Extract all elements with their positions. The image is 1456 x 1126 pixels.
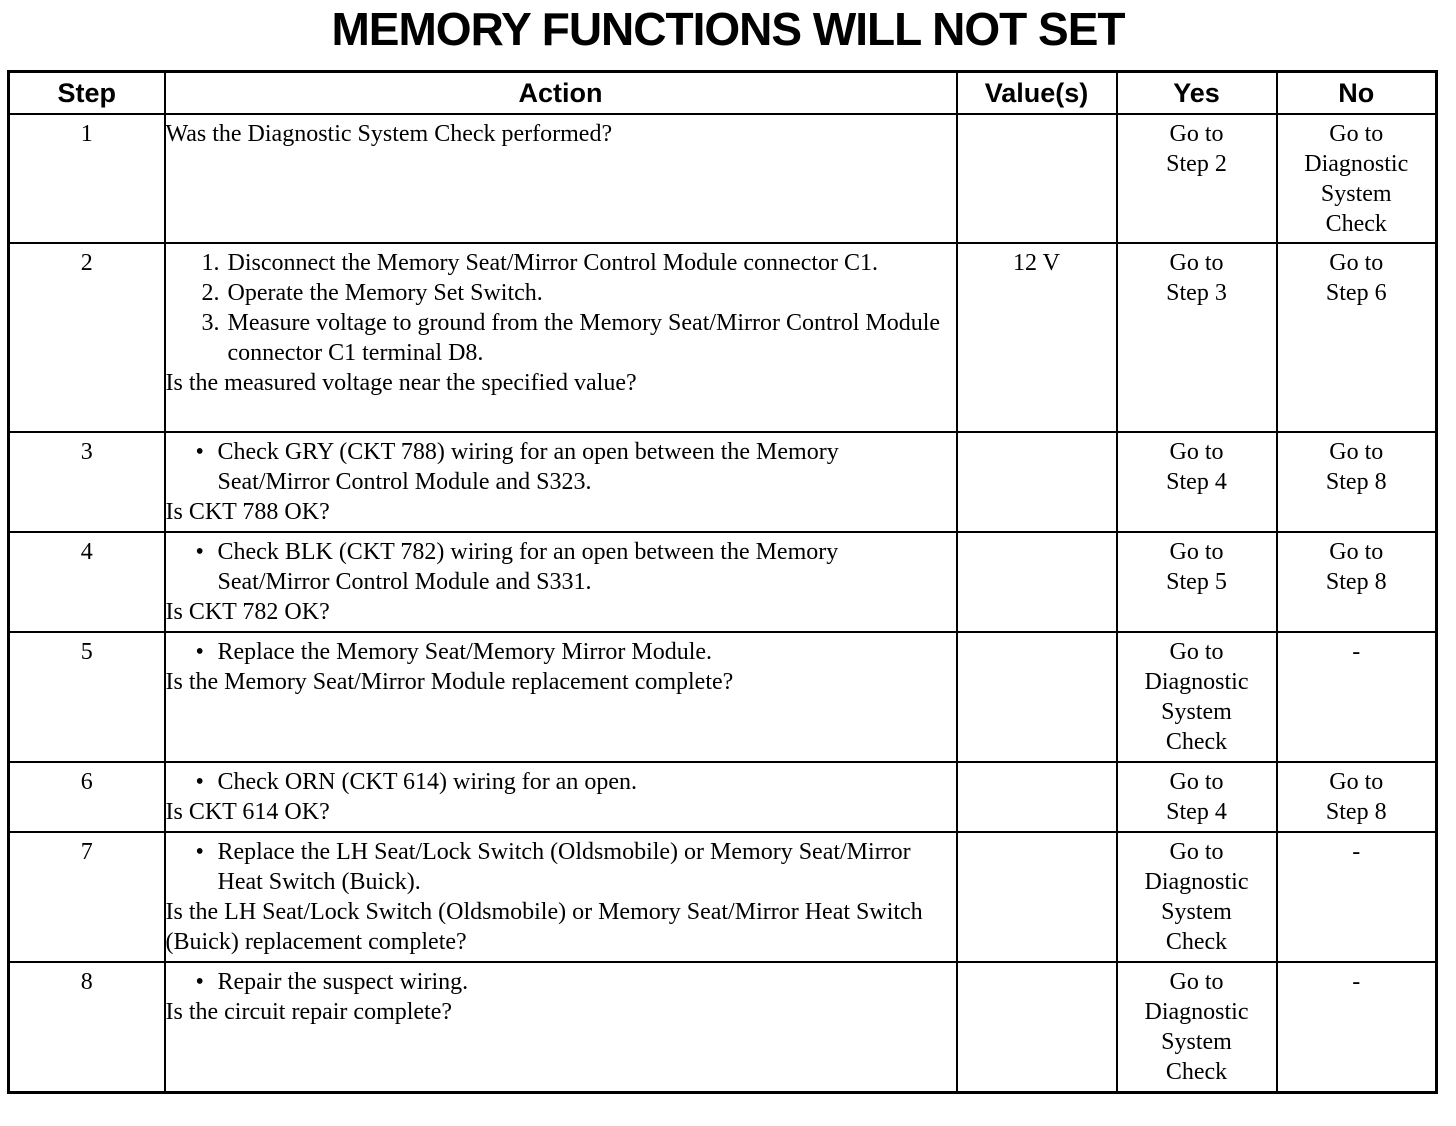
yes-cell: Go to Diagnostic System Check xyxy=(1117,962,1277,1092)
item-marker: • xyxy=(195,639,204,665)
item-text: Disconnect the Memory Seat/Mirror Control Module connector C1. xyxy=(227,250,879,276)
item-text: Repair the suspect wiring. xyxy=(217,969,469,995)
item-marker: 1. xyxy=(201,250,220,276)
question-text: Is CKT 614 OK? xyxy=(165,799,330,825)
header-no: No xyxy=(1277,72,1437,115)
no-cell: Go to Step 8 xyxy=(1277,432,1437,532)
step-number: 7 xyxy=(9,832,165,962)
value-cell xyxy=(957,114,1117,243)
value-cell: 12 V xyxy=(957,243,1117,432)
yes-cell: Go to Step 4 xyxy=(1117,762,1277,832)
no-cell: - xyxy=(1277,832,1437,962)
header-values: Value(s) xyxy=(957,72,1117,115)
table-row xyxy=(9,832,1437,962)
table-row xyxy=(9,243,1437,432)
page-title: MEMORY FUNCTIONS WILL NOT SET xyxy=(331,3,1125,55)
item-marker: • xyxy=(195,769,204,795)
action-cell xyxy=(165,832,957,962)
item-marker: • xyxy=(195,539,204,565)
question-text: Is the LH Seat/Lock Switch (Oldsmobile) or Memory Seat/Mirror Heat Switch (Buick) replacement complete? xyxy=(165,899,923,955)
question-text: Is CKT 782 OK? xyxy=(165,599,330,625)
item-marker: 3. xyxy=(201,310,220,336)
question-text: Is the measured voltage near the specified value? xyxy=(165,370,637,396)
table-row xyxy=(9,114,1437,243)
action-cell xyxy=(165,762,957,832)
header-row xyxy=(9,72,1437,115)
no-cell: - xyxy=(1277,632,1437,762)
question-text: Was the Diagnostic System Check performed? xyxy=(165,121,613,147)
yes-cell: Go to Step 4 xyxy=(1117,432,1277,532)
bullet-item xyxy=(166,637,956,667)
bullet-item xyxy=(166,837,956,897)
step-number: 6 xyxy=(9,762,165,832)
action-cell xyxy=(165,632,957,762)
value-cell xyxy=(957,632,1117,762)
question-text: Is CKT 788 OK? xyxy=(165,499,330,525)
header-step: Step xyxy=(9,72,165,115)
step-number: 5 xyxy=(9,632,165,762)
table-row xyxy=(9,762,1437,832)
item-marker: • xyxy=(195,439,204,465)
value-cell xyxy=(957,432,1117,532)
item-text: Operate the Memory Set Switch. xyxy=(227,280,543,306)
value-cell xyxy=(957,532,1117,632)
value-cell xyxy=(957,832,1117,962)
bullet-item xyxy=(166,537,956,597)
step-number: 2 xyxy=(9,243,165,432)
yes-cell: Go to Diagnostic System Check xyxy=(1117,832,1277,962)
action-cell xyxy=(165,432,957,532)
yes-cell: Go to Step 5 xyxy=(1117,532,1277,632)
numbered-item xyxy=(166,308,956,368)
value-cell xyxy=(957,962,1117,1092)
question-text: Is the Memory Seat/Mirror Module replacement complete? xyxy=(165,669,734,695)
diagnostic-table xyxy=(7,70,1438,1094)
no-cell: Go to Step 6 xyxy=(1277,243,1437,432)
bullet-item xyxy=(166,767,956,797)
value-cell xyxy=(957,762,1117,832)
step-number: 1 xyxy=(9,114,165,243)
action-cell xyxy=(165,114,957,243)
step-number: 4 xyxy=(9,532,165,632)
no-cell: Go to Step 8 xyxy=(1277,762,1437,832)
item-text: Check BLK (CKT 782) wiring for an open between the Memory Seat/Mirror Control Module and S331. xyxy=(217,539,839,595)
item-text: Replace the LH Seat/Lock Switch (Oldsmobile) or Memory Seat/Mirror Heat Switch (Buick). xyxy=(217,839,911,895)
numbered-item xyxy=(166,248,956,278)
action-cell xyxy=(165,962,957,1092)
yes-cell: Go to Step 2 xyxy=(1117,114,1277,243)
header-action: Action xyxy=(165,72,957,115)
item-text: Check ORN (CKT 614) wiring for an open. xyxy=(217,769,637,795)
item-marker: • xyxy=(195,839,204,865)
table-row xyxy=(9,962,1437,1092)
step-number: 3 xyxy=(9,432,165,532)
numbered-item xyxy=(166,278,956,308)
item-text: Check GRY (CKT 788) wiring for an open between the Memory Seat/Mirror Control Module and S323. xyxy=(217,439,839,495)
header-yes: Yes xyxy=(1117,72,1277,115)
table-row xyxy=(9,532,1437,632)
bullet-item xyxy=(166,967,956,997)
action-cell xyxy=(165,532,957,632)
table-row xyxy=(9,632,1437,762)
no-cell: Go to Diagnostic System Check xyxy=(1277,114,1437,243)
no-cell: - xyxy=(1277,962,1437,1092)
item-marker: 2. xyxy=(201,280,220,306)
yes-cell: Go to Diagnostic System Check xyxy=(1117,632,1277,762)
step-number: 8 xyxy=(9,962,165,1092)
item-text: Replace the Memory Seat/Memory Mirror Module. xyxy=(217,639,713,665)
action-cell xyxy=(165,243,957,432)
no-cell: Go to Step 8 xyxy=(1277,532,1437,632)
question-text: Is the circuit repair complete? xyxy=(165,999,453,1025)
item-text: Measure voltage to ground from the Memory Seat/Mirror Control Module connector C1 terminal D8. xyxy=(227,310,941,366)
bullet-item xyxy=(166,437,956,497)
item-marker: • xyxy=(195,969,204,995)
table-row xyxy=(9,432,1437,532)
yes-cell: Go to Step 3 xyxy=(1117,243,1277,432)
